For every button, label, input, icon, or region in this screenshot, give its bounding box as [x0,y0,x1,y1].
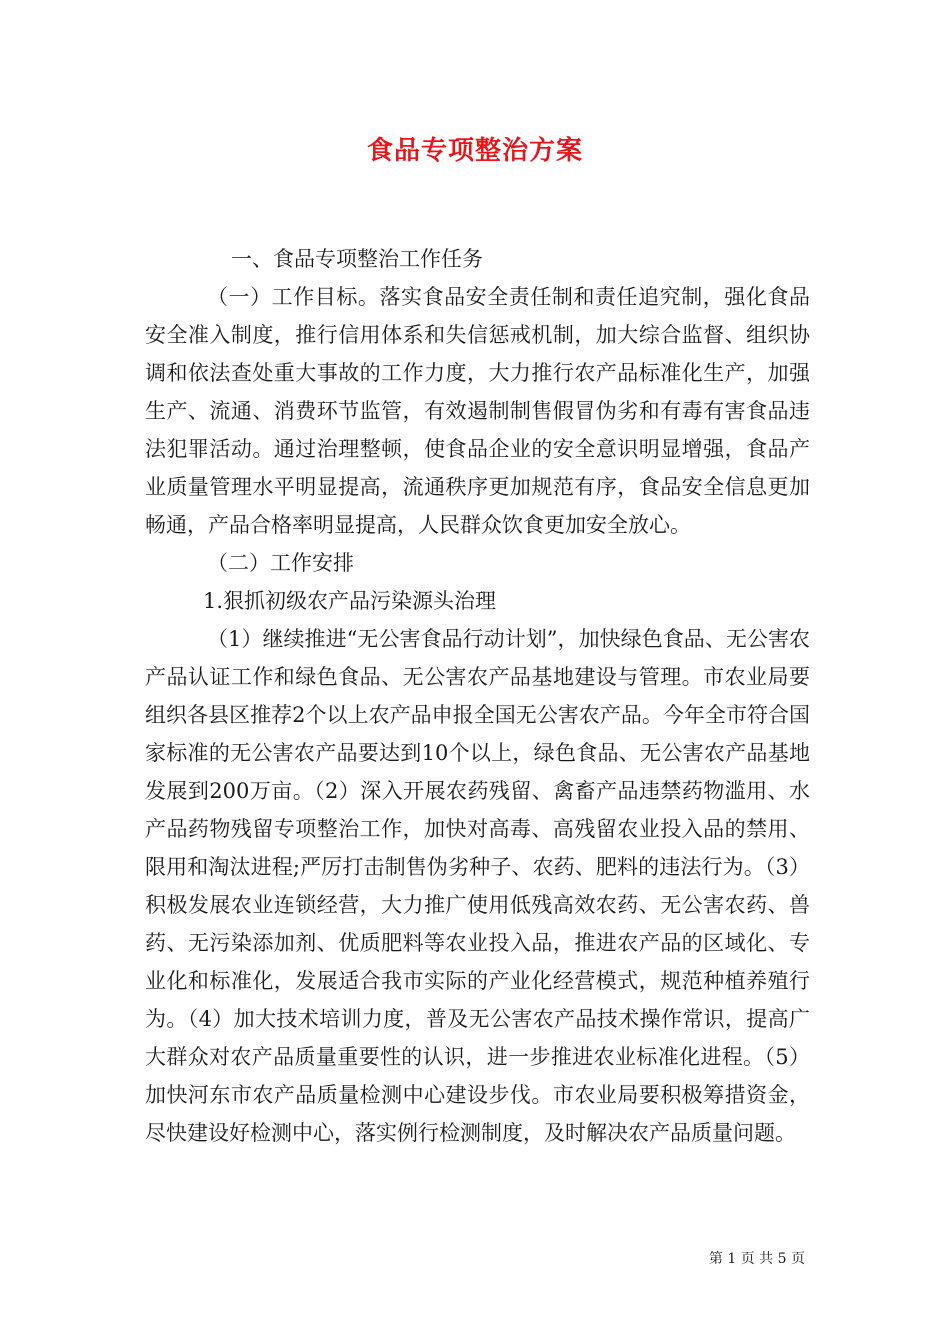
document-title: 食品专项整治方案 [366,136,583,166]
page-number: 第 1 页 共 5 页 [708,1251,805,1267]
document-body [145,240,810,1152]
section-heading-3: 1.狠抓初级农产品污染源头治理 [203,589,497,613]
paragraph-measures: （1）继续推进“无公害食品行动计划”，加快绿色食品、无公害农产品认证工作和绿色食品、无公害农产品基地建设与管理。市农业局要组织各县区推荐2个以上农产品申报全国无公害农产品。今年全市符合国家标准的无公害农产品要达到10个以上，绿色食品、无公害农产品基地发展到200万亩。（2）深入开展农药残留、禽畜产品违禁药物滥用、水产品药物残留专项整治工作，加快对高毒、高残留农业投入品的禁用、限用和淘汰进程;严厉打击制售伪劣种子、农药、肥料的违法行为。（3）积极发展农业连锁经营，大力推广使用低残高效农药、无公害农药、兽药、无污染添加剂、优质肥料等农业投入品，推进农产品的区域化、专业化和标准化，发展适合我市实际的产业化经营模式，规范种植养殖行为。（4）加大技术培训力度，普及无公害农产品技术操作常识，提高广大群众对农产品质量重要性的认识，进一步推进农业标准化进程。（5）加快河东市农产品质量检测中心建设步伐。市农业局要积极筹措资金，尽快建设好检测中心，落实例行检测制度，及时解决农产品质量问题。 [145,627,810,1145]
section-heading-2: （二）工作安排 [207,551,354,575]
section-heading-1: 一、食品专项整治工作任务 [231,247,483,271]
paragraph-work-goal: （一）工作目标。落实食品安全责任制和责任追究制，强化食品安全准入制度，推行信用体系和失信惩戒机制，加大综合监督、组织协调和依法查处重大事故的工作力度，大力推行农产品标准化生产，加强生产、流通、消费环节监管，有效遏制制售假冒伪劣和有毒有害食品违法犯罪活动。通过治理整顿，使食品企业的安全意识明显增强，食品产业质量管理水平明显提高，流通秩序更加规范有序，食品安全信息更加畅通，产品合格率明显提高，人民群众饮食更加安全放心。 [145,285,810,537]
